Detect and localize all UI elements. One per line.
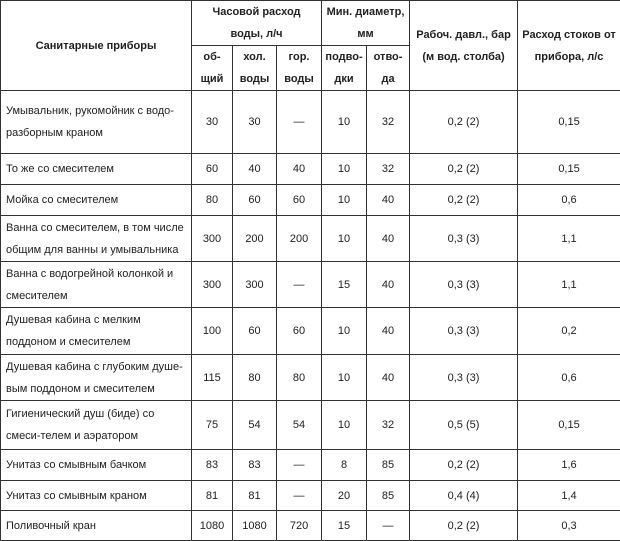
hot-value: — [277, 262, 322, 308]
total-value: 75 [192, 401, 233, 450]
inlet-diameter: 8 [322, 450, 367, 481]
header-drain: Расход стоков от прибора, л/с [518, 1, 620, 91]
header-inlet: подво-дки [322, 46, 367, 91]
outlet-diameter: 40 [367, 216, 410, 262]
hot-value: 200 [277, 216, 322, 262]
header-total: об-щий [192, 46, 233, 91]
cold-value: 54 [233, 401, 277, 450]
cold-value: 60 [233, 308, 277, 355]
pressure-value: 0,3 (3) [410, 355, 518, 401]
fixture-name: Душевая кабина с мелким поддоном и смесителем [1, 308, 192, 355]
drain-value: 0,3 [518, 511, 620, 541]
cold-value: 200 [233, 216, 277, 262]
table-row [1, 355, 620, 401]
header-outlet: отво-да [367, 46, 410, 91]
table-row [1, 154, 620, 185]
outlet-diameter: 85 [367, 481, 410, 511]
pressure-value: 0,5 (5) [410, 401, 518, 450]
fixture-name: Поливочный кран [1, 511, 192, 541]
total-value: 30 [192, 91, 233, 154]
table-row [1, 308, 620, 355]
cold-value: 300 [233, 262, 277, 308]
fixture-name: Умывальник, рукомойник с водо-разборным краном [1, 91, 192, 154]
total-value: 100 [192, 308, 233, 355]
inlet-diameter: 20 [322, 481, 367, 511]
table-row [1, 216, 620, 262]
table-row [1, 185, 620, 216]
drain-value: 0,6 [518, 355, 620, 401]
total-value: 1080 [192, 511, 233, 541]
pressure-value: 0,2 (2) [410, 185, 518, 216]
pressure-value: 0,3 (3) [410, 308, 518, 355]
cold-value: 30 [233, 91, 277, 154]
fixture-name: Гигиенический душ (биде) со смеси-телем и аэратором [1, 401, 192, 450]
drain-value: 0,15 [518, 91, 620, 154]
drain-value: 0,15 [518, 401, 620, 450]
hot-value: 60 [277, 308, 322, 355]
table-row [1, 401, 620, 450]
header-hot: гор. воды [277, 46, 322, 91]
inlet-diameter: 10 [322, 401, 367, 450]
hot-value: 40 [277, 154, 322, 185]
hot-value: — [277, 481, 322, 511]
drain-value: 0,6 [518, 185, 620, 216]
cold-value: 60 [233, 185, 277, 216]
fixture-name: Ванна со смесителем, в том числе общим для ванны и умывальника [1, 216, 192, 262]
hot-value: — [277, 91, 322, 154]
total-value: 115 [192, 355, 233, 401]
drain-value: 1,1 [518, 216, 620, 262]
cold-value: 83 [233, 450, 277, 481]
outlet-diameter: 85 [367, 450, 410, 481]
fixture-name: Унитаз со смывным краном [1, 481, 192, 511]
fixture-name: Унитаз со смывным бачком [1, 450, 192, 481]
inlet-diameter: 10 [322, 216, 367, 262]
pressure-value: 0,2 (2) [410, 154, 518, 185]
pressure-value: 0,2 (2) [410, 450, 518, 481]
drain-value: 0,2 [518, 308, 620, 355]
hot-value: 60 [277, 185, 322, 216]
inlet-diameter: 10 [322, 355, 367, 401]
pressure-value: 0,2 (2) [410, 91, 518, 154]
inlet-diameter: 15 [322, 511, 367, 541]
pressure-value: 0,4 (4) [410, 481, 518, 511]
drain-value: 1,4 [518, 481, 620, 511]
total-value: 80 [192, 185, 233, 216]
outlet-diameter: 32 [367, 401, 410, 450]
cold-value: 40 [233, 154, 277, 185]
hot-value: 80 [277, 355, 322, 401]
inlet-diameter: 10 [322, 308, 367, 355]
hot-value: — [277, 450, 322, 481]
total-value: 83 [192, 450, 233, 481]
outlet-diameter: 32 [367, 91, 410, 154]
pressure-value: 0,3 (3) [410, 262, 518, 308]
table-body [1, 91, 620, 541]
header-row-top [1, 1, 620, 46]
drain-value: 0,15 [518, 154, 620, 185]
inlet-diameter: 10 [322, 91, 367, 154]
fixture-name: То же со смесителем [1, 154, 192, 185]
inlet-diameter: 15 [322, 262, 367, 308]
drain-value: 1,6 [518, 450, 620, 481]
table-row [1, 262, 620, 308]
outlet-diameter: 32 [367, 154, 410, 185]
hot-value: 720 [277, 511, 322, 541]
outlet-diameter: 40 [367, 308, 410, 355]
total-value: 300 [192, 262, 233, 308]
cold-value: 1080 [233, 511, 277, 541]
outlet-diameter: 40 [367, 262, 410, 308]
table-row [1, 481, 620, 511]
header-consumption-group: Часовой расход воды, л/ч [192, 1, 322, 46]
header-cold: хол. воды [233, 46, 277, 91]
pressure-value: 0,2 (2) [410, 511, 518, 541]
fixture-name: Ванна с водогрейной колонкой и смесителем [1, 262, 192, 308]
outlet-diameter: 40 [367, 355, 410, 401]
header-diameter-group: Мин. диаметр, мм [322, 1, 410, 46]
header-pressure: Рабоч. давл., бар (м вод. столба) [410, 1, 518, 91]
pressure-value: 0,3 (3) [410, 216, 518, 262]
total-value: 300 [192, 216, 233, 262]
fixture-name: Мойка со смесителем [1, 185, 192, 216]
total-value: 81 [192, 481, 233, 511]
total-value: 60 [192, 154, 233, 185]
header-fixtures: Санитарные приборы [1, 1, 192, 91]
cold-value: 81 [233, 481, 277, 511]
cold-value: 80 [233, 355, 277, 401]
table-row [1, 91, 620, 154]
outlet-diameter: 40 [367, 185, 410, 216]
table-row [1, 511, 620, 541]
hot-value: 54 [277, 401, 322, 450]
outlet-diameter: — [367, 511, 410, 541]
inlet-diameter: 10 [322, 154, 367, 185]
table-row [1, 450, 620, 481]
inlet-diameter: 10 [322, 185, 367, 216]
drain-value: 1,1 [518, 262, 620, 308]
fixture-name: Душевая кабина с глубоким душе-вым поддоном и смесителем [1, 355, 192, 401]
